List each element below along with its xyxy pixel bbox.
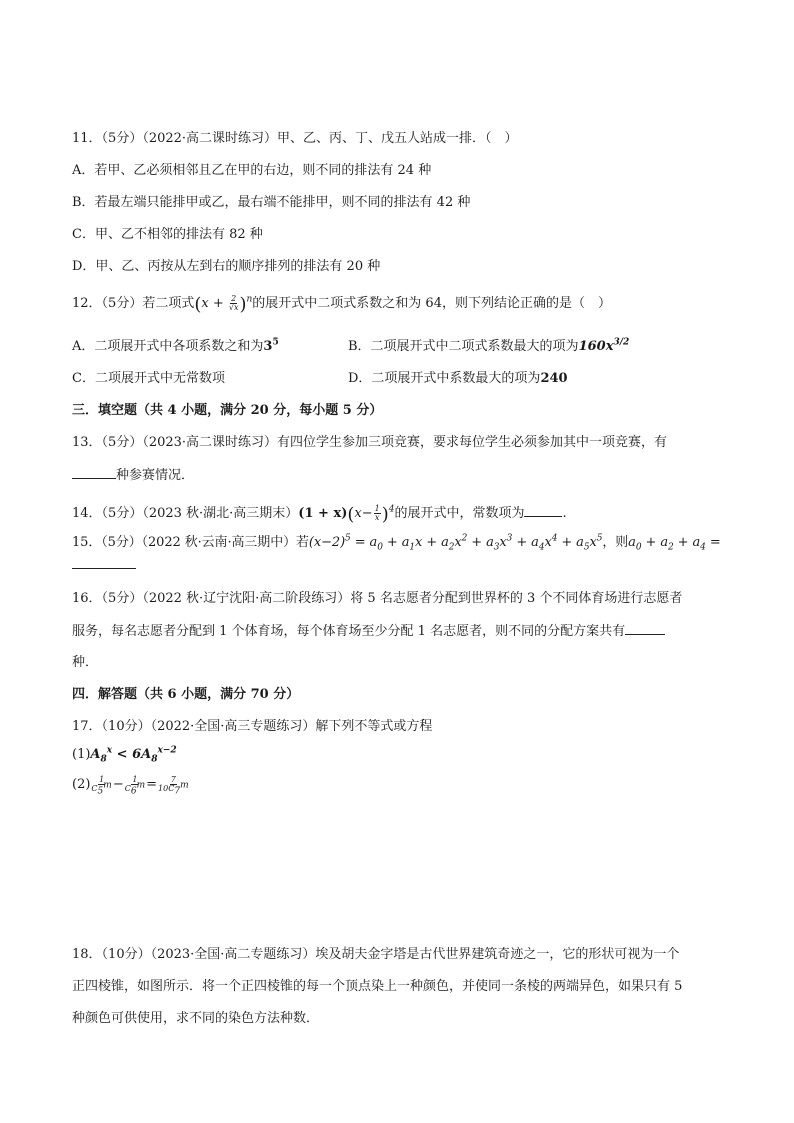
q12-option-a-text: A．二项展开式中各项系数之和为 [72,339,264,354]
q18-line-1: 18．（10分）（2023·全国·高二专题练习）埃及胡夫金字塔是古代世界建筑奇迹之一，它的形状可视为一个 [72,947,680,962]
q12-option-b-exp: 3/2 [613,337,630,348]
q13-answer-blank [72,466,116,479]
q12-option-b [348,338,629,356]
q15-line-2 [72,556,722,575]
q12-option-a-exp: 5 [272,337,279,348]
q15-answer-blank [72,556,136,569]
q17-inequality: $A_8^x < 6A_8^{x-2}$ [90,745,177,765]
q15-target-expression: $a_0 + a_2 + a_4$ = [628,535,721,553]
q16-line-2-text: 服务，每名志愿者分配到 1 个体育场，每个体育场至少分配 1 名志愿者，则不同的分配方案共有 [72,624,626,639]
q17-part-1 [72,746,722,764]
q12-option-a [72,338,279,356]
q12-stem [72,292,722,317]
q15-stem [72,534,722,552]
q16-answer-blank [625,622,665,635]
q16-line-1: 16．（5分）（2022 秋·辽宁沈阳·高二阶段练习）将 5 名志愿者分配到世界杯的 3 个不同体育场进行志愿者 [72,591,683,606]
q14-expression: (1 + x)(x− $\frac{1}{x}$ )$^4$ [298,504,395,525]
q15-tail: ，则 [602,535,629,550]
q11-option-b: B．若最左端只能排甲或乙，最右端不能排甲，则不同的排法有 42 种 [72,195,471,210]
q11-option-a: A．若甲、乙必须相邻且乙在甲的右边，则不同的排法有 24 种 [72,163,432,178]
q17-equation: $\frac{1}{C_5^m}$ − $\frac{1}{C_6^m}$ = $\frac{7}{10C_7^m}$ [91,775,189,797]
q14-end: . [562,506,567,521]
section-4-heading: 四．解答题（共 6 小题，满分 70 分） [72,687,300,702]
q12-option-d [348,370,568,388]
q15-equation: $(x-2)^5 = a_0 + a_1x + a_2x^2 + a_3x^3 + a_4x^4 + a_5x^5$ [308,533,603,553]
q12-option-b-text: B．二项展开式中二项式系数最大的项为 [348,339,579,354]
q14-answer-blank [524,504,562,517]
q14-suffix: 的展开式中，常数项为 [394,506,525,521]
q13-line-2 [72,466,722,485]
q16-line-3: 种． [72,655,99,670]
q11-option-d: D．甲、乙、丙按从左到右的顺序排列的排法有 20 种 [72,259,381,274]
q12-option-b-term: 160x [578,339,614,354]
q11-option-c: C．甲、乙不相邻的排法有 82 种 [72,227,263,242]
q12-option-a-base: 3 [263,339,273,354]
q12-option-c: C．二项展开式中无常数项 [72,371,225,386]
section-3-heading: 三．填空题（共 4 小题，满分 20 分，每小题 5 分） [72,403,383,418]
q14-prefix: 14．（5分）（2023 秋·湖北·高三期末） [72,506,299,521]
q12-stem-suffix: 的展开式中二项式系数之和为 64，则下列结论正确的是（ ） [252,296,611,311]
q11-stem: 11．（5分）（2022·高二课时练习）甲、乙、丙、丁、戊五人站成一排．（ ） [72,131,518,146]
q12-option-d-text: D．二项展开式中系数最大的项为 [348,371,541,386]
q16-line-2 [72,622,722,641]
q18-line-3: 种颜色可供使用，求不同的染色方法种数． [72,1011,320,1026]
q13-line-1: 13．（5分）（2023·高二课时练习）有四位学生参加三项竞赛，要求每位学生必须参加其中一项竞赛，有 [72,435,668,450]
q17-part-1-label: (1) [72,747,91,762]
q18-line-2: 正四棱锥，如图所示．将一个正四棱锥的每一个顶点染上一种颜色，并使同一条棱的两端异色，如果只有 5 [72,979,683,994]
q12-option-d-value: 240 [540,371,568,386]
q13-line-2-text: 种参赛情况． [116,468,195,483]
q12-binomial-formula: (x + $\frac{2}{√x}$ )$^n$ [194,294,253,315]
q15-prefix: 15．（5分）（2022 秋·云南·高三期中）若 [72,535,309,550]
q17-part-2 [72,775,722,797]
q12-stem-prefix: 12．（5分）若二项式 [72,296,195,311]
q17-stem: 17．（10分）（2022·全国·高三专题练习）解下列不等式或方程 [72,719,433,734]
q17-part-2-label: (2) [72,777,91,792]
q14-stem [72,502,722,527]
